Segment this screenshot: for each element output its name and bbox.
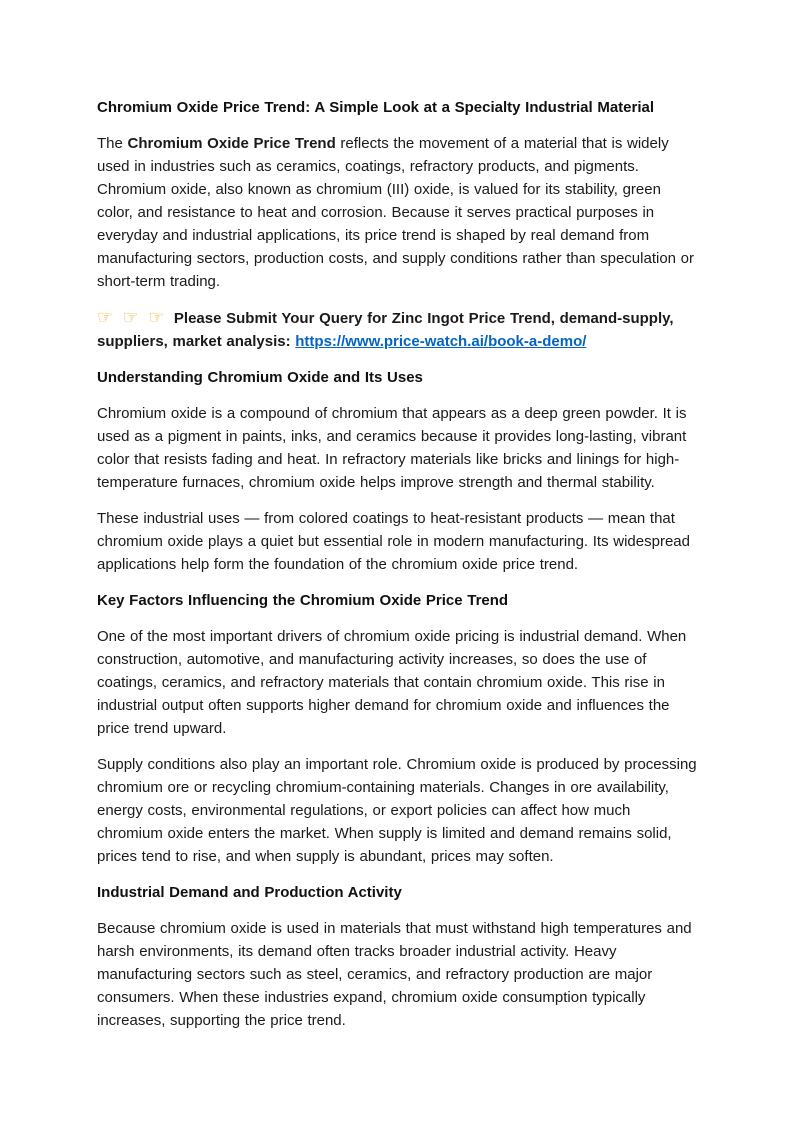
text-run: Supply conditions also play an important role. Chromium oxide is produced by processing chromium ore or recycling chromium-containing materials. Changes in ore availability, energy costs, environmental regulations, or export policies can affect how much chromium oxide enters the market. When supply is limited and demand remains solid, prices tend to rise, and when supply is abundant, prices may soften.	[97, 756, 697, 865]
section-heading-industrial-demand: Industrial Demand and Production Activity	[97, 884, 402, 901]
uses-paragraph-1	[97, 402, 697, 494]
section-heading-key-factors: Key Factors Influencing the Chromium Oxide Price Trend	[97, 592, 509, 609]
text-run: One of the most important drivers of chromium oxide pricing is industrial demand. When construction, automotive, and manufacturing activity increases, so does the use of coatings, ceramics, and refractory materials that contain chromium oxide. This rise in industrial output often supports higher demand for chromium oxide and influences the price trend upward.	[97, 628, 687, 737]
key-factors-paragraph-1	[97, 625, 697, 740]
text-run: Because chromium oxide is used in materials that must withstand high temperatures and harsh environments, its demand often tracks broader industrial activity. Heavy manufacturing sectors such as steel, ceramics, and refractory production are major consumers. When these industries expand, chromium oxide consumption typically increases, supporting the price trend.	[97, 920, 692, 1029]
text-run: Please Submit Your Query for Zinc Ingot Price Trend, demand-supply, suppliers, market analysis:	[97, 310, 674, 350]
uses-paragraph-2	[97, 507, 697, 576]
text-run: The	[97, 135, 128, 152]
pointing-right-emoji: ☞ ☞ ☞	[97, 307, 174, 327]
text-run: Chromium oxide is a compound of chromium that appears as a deep green powder. It is used as a pigment in paints, inks, and ceramics because it provides long-lasting, vibrant color that resists fading and heat. In refractory materials like bricks and linings for high-temperature furnaces, chromium oxide helps improve strength and thermal stability.	[97, 405, 687, 491]
document-body	[97, 96, 697, 1032]
key-factors-paragraph-2	[97, 753, 697, 868]
text-run: Chromium Oxide Price Trend	[127, 135, 336, 152]
text-run: reflects the movement of a material that is widely used in industries such as ceramics, coatings, refractory products, and pigments. Chromium oxide, also known as chromium (III) oxide, is valued for its stability, green color, and resistance to heat and corrosion. Because it serves practical purposes in everyday and industrial applications, its price trend is shaped by real demand from manufacturing sectors, production costs, and supply conditions rather than speculation or short-term trading.	[97, 135, 695, 290]
document-title: Chromium Oxide Price Trend: A Simple Look at a Specialty Industrial Material	[97, 99, 655, 116]
intro-paragraph	[97, 132, 697, 293]
industrial-demand-paragraph	[97, 917, 697, 1032]
section-heading-uses: Understanding Chromium Oxide and Its Uses	[97, 369, 423, 386]
query-cta-paragraph	[97, 306, 697, 353]
text-run: These industrial uses — from colored coatings to heat-resistant products — mean that chromium oxide plays a quiet but essential role in modern manufacturing. Its widespread applications help form the foundation of the chromium oxide price trend.	[97, 510, 690, 573]
demo-booking-link[interactable]: https://www.price-watch.ai/book-a-demo/	[295, 333, 587, 350]
